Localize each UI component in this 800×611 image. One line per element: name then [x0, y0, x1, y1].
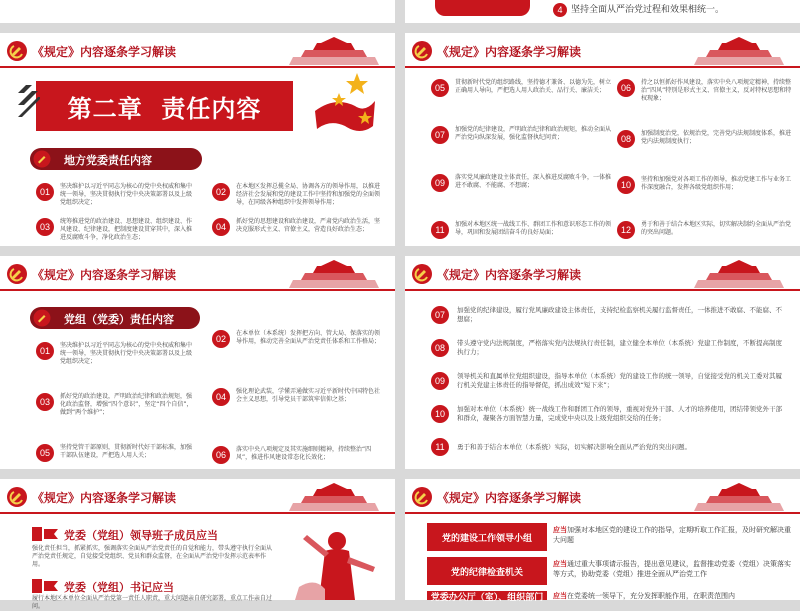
item-number: 08 [617, 130, 635, 148]
item-text: 勇于和善于结合本单位（本系统）实际，切实解决影响全面从严治党的突出问题。 [457, 442, 691, 451]
list-item [431, 221, 611, 239]
list-item [431, 174, 611, 192]
header-title: 《规定》内容逐条学习解读 [437, 268, 582, 282]
party-emblem-icon [6, 40, 28, 62]
item-text: 勇于和善于结合本地区实际，切实解决制约全面从严治党的突出问题。 [641, 220, 792, 236]
tiananmen-icon [684, 258, 794, 290]
duty-heading: 党委（党组）领导班子成员应当 [64, 529, 218, 542]
item-text: 坚持党管干部原则，贯彻新时代好干部标准，加强干部队伍建设，严把选人用人关； [60, 444, 193, 459]
duty-prefix: 应当 [553, 592, 567, 600]
slide-party-group-items[interactable] [0, 256, 395, 469]
chapter-banner [36, 81, 293, 131]
slide-header [0, 479, 395, 513]
org-label: 党委办公厅（室）、组织部门 [427, 591, 547, 600]
tiananmen-icon [279, 258, 389, 290]
list-item [617, 176, 792, 194]
party-emblem-icon [33, 150, 51, 168]
tiananmen-icon [279, 35, 389, 67]
list-item [36, 444, 196, 462]
item-number: 09 [431, 174, 449, 192]
slide-header [405, 479, 800, 513]
item-number: 07 [431, 306, 449, 324]
item-text: 在本单位（本系统）发挥把方向、管大局、保落实的领导作用，推动完善全面从严治党责任体系和工作格局； [236, 330, 381, 345]
slide-partial-top-right[interactable] [405, 0, 800, 23]
slide-header [405, 256, 800, 290]
party-emblem-icon [33, 309, 51, 327]
item-number: 06 [617, 79, 635, 97]
list-item [212, 218, 382, 236]
list-item [212, 446, 384, 464]
list-item [36, 183, 196, 207]
item-number: 11 [431, 221, 449, 239]
header-divider [0, 66, 395, 68]
org-duty [553, 525, 793, 545]
item-number: 09 [431, 372, 449, 390]
slide-party-group-items-continued[interactable] [405, 256, 800, 469]
chapter-title: 第二章 责任内容 [67, 94, 262, 123]
list-item [617, 221, 792, 239]
item-number: 06 [212, 446, 230, 464]
org-label: 党的纪律检查机关 [427, 557, 547, 585]
item-number: 02 [212, 183, 230, 201]
item-text: 带头遵守党内法规制度，严格落实党内法规执行责任制，建立健全本单位（本系统）党建工作制度，不断提高制度执行力； [457, 339, 782, 356]
org-duty [553, 591, 793, 600]
right-column [212, 330, 384, 464]
header-divider [405, 512, 800, 514]
section-title: 地方党委责任内容 [64, 154, 152, 167]
item-text: 落实中央八项规定及其实施细则精神，持续整治“四风”，推进作风建设常态化长效化； [236, 446, 372, 461]
item-number: 4 [553, 3, 567, 17]
item-text: 坚决维护以习近平同志为核心的党中央权威和集中统一领导，坚决贯彻执行党中央决策部署以及上级党组织决定； [60, 183, 193, 206]
item-number: 10 [617, 176, 635, 194]
flag-and-stars-icon [305, 71, 380, 141]
item-text: 领导机关和直属单位党组织建设，指导本单位（本系统）党的建设工作的统一领导，自觉接受党的机关工委对其履行机关党建主体责任的指导督促，抓出成效“短下来”； [457, 372, 782, 389]
item-text: 强化理论武装，学懂弄通做实习近平新时代中国特色社会主义思想，引导党员干部筑牢信仰之基； [236, 388, 381, 403]
slide-leadership-duties[interactable] [0, 479, 395, 610]
party-emblem-icon [411, 40, 433, 62]
duty-prefix: 应当 [553, 526, 567, 534]
item-text: 落实党风廉政建设主体责任，深入推进反腐败斗争，一体推进不敢腐、不能腐、不想腐； [455, 173, 612, 189]
section-title-bar [30, 307, 200, 329]
list-item [36, 393, 196, 417]
item-number: 03 [36, 393, 54, 411]
section-title-bar [30, 148, 202, 170]
tiananmen-icon [279, 481, 389, 513]
duty-heading: 党委（党组）书记应当 [64, 581, 174, 594]
party-emblem-icon [6, 263, 28, 285]
item-text: 统筹推进党的政治建设、思想建设、组织建设、作风建设、纪律建设，把制度建设贯穿其中，深入推进反腐败斗争，净化政治生态； [60, 218, 193, 241]
slide-header [405, 33, 800, 67]
red-banner [435, 0, 530, 16]
list-item [212, 330, 384, 348]
list-item [431, 79, 611, 97]
header-divider [405, 66, 800, 68]
item-text: 持之以恒抓好作风建设，落实中央八项规定精神，持续整治“四风”特别是形式主义、官僚主义，反对特权思想和特权现象； [641, 79, 792, 102]
item-number: 10 [431, 405, 449, 423]
slide-partial-top-left[interactable] [0, 0, 395, 23]
party-emblem-icon [411, 486, 433, 508]
duty-text: 加强对本地区党的建设工作的指导，定期听取工作汇报，及时研究解决重大问题 [553, 526, 791, 544]
left-column [36, 342, 196, 462]
flag-marker-icon [32, 527, 58, 541]
item-text: 坚决维护以习近平同志为核心的党中央权威和集中统一领导，坚决贯彻执行党中央决策部署以及上级党组织决定； [60, 342, 193, 365]
tiananmen-icon [684, 481, 794, 513]
item-text: 加强对本单位（本系统）统一战线工作和群团工作的领导，重视对党外干部、人才的培养使用，团结带领党外干部和群众，凝聚各方面智慧力量，完成党中央以及上级党组织交给的任务； [457, 405, 782, 422]
item-number: 04 [212, 218, 230, 236]
flag-marker-icon [32, 579, 58, 593]
item-text: 坚持全面从严治党过程和效果相统一。 [571, 4, 725, 15]
slide-header [0, 33, 395, 67]
item-text: 加强党的纪律建设，严明政治纪律和政治规矩，推动全面从严治党向纵深发展，强化监督执纪问责； [455, 126, 612, 142]
item-number: 01 [36, 183, 54, 201]
header-title: 《规定》内容逐条学习解读 [437, 45, 582, 59]
header-title: 《规定》内容逐条学习解读 [32, 491, 177, 505]
header-divider [0, 289, 395, 291]
list-item [431, 438, 786, 456]
list-item [36, 218, 196, 242]
slide-local-committee-items[interactable] [405, 33, 800, 246]
stripe-decoration-icon [18, 85, 40, 129]
header-title: 《规定》内容逐条学习解读 [32, 268, 177, 282]
item-text: 加强对本地区统一战线工作、群团工作和意识形态工作的领导，巩固和发展团结奋斗的良好局面； [455, 220, 612, 236]
list-item [431, 405, 786, 423]
slide-chapter-two[interactable] [0, 33, 395, 246]
duty-text: 强化责任担当，抓紧抓实，强调落实全面从严治党责任的自觉和能力，带头遵守执行全面从严治党责任规定，自觉接受党组织、党员和群众监督，在全面从严治党中发挥示范表率作用。 [32, 545, 273, 568]
item-number: 04 [212, 388, 230, 406]
list-item [212, 183, 382, 207]
list-item [36, 342, 196, 366]
right-column [617, 79, 792, 239]
left-column [431, 79, 611, 239]
party-emblem-icon [411, 263, 433, 285]
duty-text: 在党委统一领导下，充分发挥职能作用，在职责范围内 [567, 592, 735, 600]
list-item [431, 339, 786, 357]
item-number: 08 [431, 339, 449, 357]
section-title: 党组（党委）责任内容 [64, 313, 174, 326]
org-duty [553, 559, 793, 579]
duty-prefix: 应当 [553, 560, 567, 568]
item-text: 在本地区发挥总揽全局、协调各方的领导作用，以推进经济社会发展和党的建设工作中坚持和加强党的全面领导，在同级各种组织中发挥领导作用； [236, 183, 381, 206]
list-item [553, 3, 724, 17]
item-list [431, 306, 786, 456]
list-item [617, 130, 792, 148]
slide-organ-duties[interactable] [405, 479, 800, 603]
header-divider [0, 512, 395, 514]
item-number: 05 [431, 79, 449, 97]
item-text: 抓好党的思想建设和政治建设，严肃党内政治生活，坚决克服形式主义、官僚主义，营造良好政治生态； [236, 218, 381, 233]
item-text: 抓好党的政治建设，严明政治纪律和政治规矩，强化政治监督，增强“四个意识”，坚定“四个自信”，做到“两个维护”； [60, 393, 193, 416]
item-number: 11 [431, 438, 449, 456]
item-number: 07 [431, 126, 449, 144]
item-number: 12 [617, 221, 635, 239]
list-item [212, 388, 384, 406]
duty-text: 通过重大事项请示报告，提出意见建议，监督推动党委（党组）决策落实等方式，协助党委（党组）推进全面从严治党工作 [553, 560, 791, 578]
header-title: 《规定》内容逐条学习解读 [437, 491, 582, 505]
item-text: 加强党的纪律建设，履行党风廉政建设主体责任，支持纪检监察机关履行监督责任，一体推进不敢腐、不能腐、不想腐； [457, 306, 782, 323]
slide-header [0, 256, 395, 290]
item-number: 01 [36, 342, 54, 360]
party-emblem-icon [6, 486, 28, 508]
org-label: 党的建设工作领导小组 [427, 523, 547, 551]
soldier-statue-icon [285, 527, 385, 600]
list-item [431, 126, 611, 144]
item-number: 03 [36, 218, 54, 236]
duty-text: 履行本地区本单位全面从严治党第一责任人职责，重大问题亲自研究部署，重点工作亲自过问。 [32, 595, 273, 610]
item-text: 坚持和加强党对各项工作的领导，推动党建工作与业务工作深度融合，发挥各级党组织作用； [641, 175, 792, 191]
list-item [431, 372, 786, 390]
header-divider [405, 289, 800, 291]
header-title: 《规定》内容逐条学习解读 [32, 45, 177, 59]
item-text: 贯彻新时代党的组织路线，坚持德才兼备、以德为先，树立正确用人导向，严把选人用人政治关、品行关、廉洁关； [455, 79, 612, 94]
list-item [617, 79, 792, 103]
item-number: 02 [212, 330, 230, 348]
list-item [431, 306, 786, 324]
item-text: 加强制度治党，依规治党，完善党内法规制度体系，推进党内法规制度执行； [641, 130, 792, 146]
item-number: 05 [36, 444, 54, 462]
tiananmen-icon [684, 35, 794, 67]
